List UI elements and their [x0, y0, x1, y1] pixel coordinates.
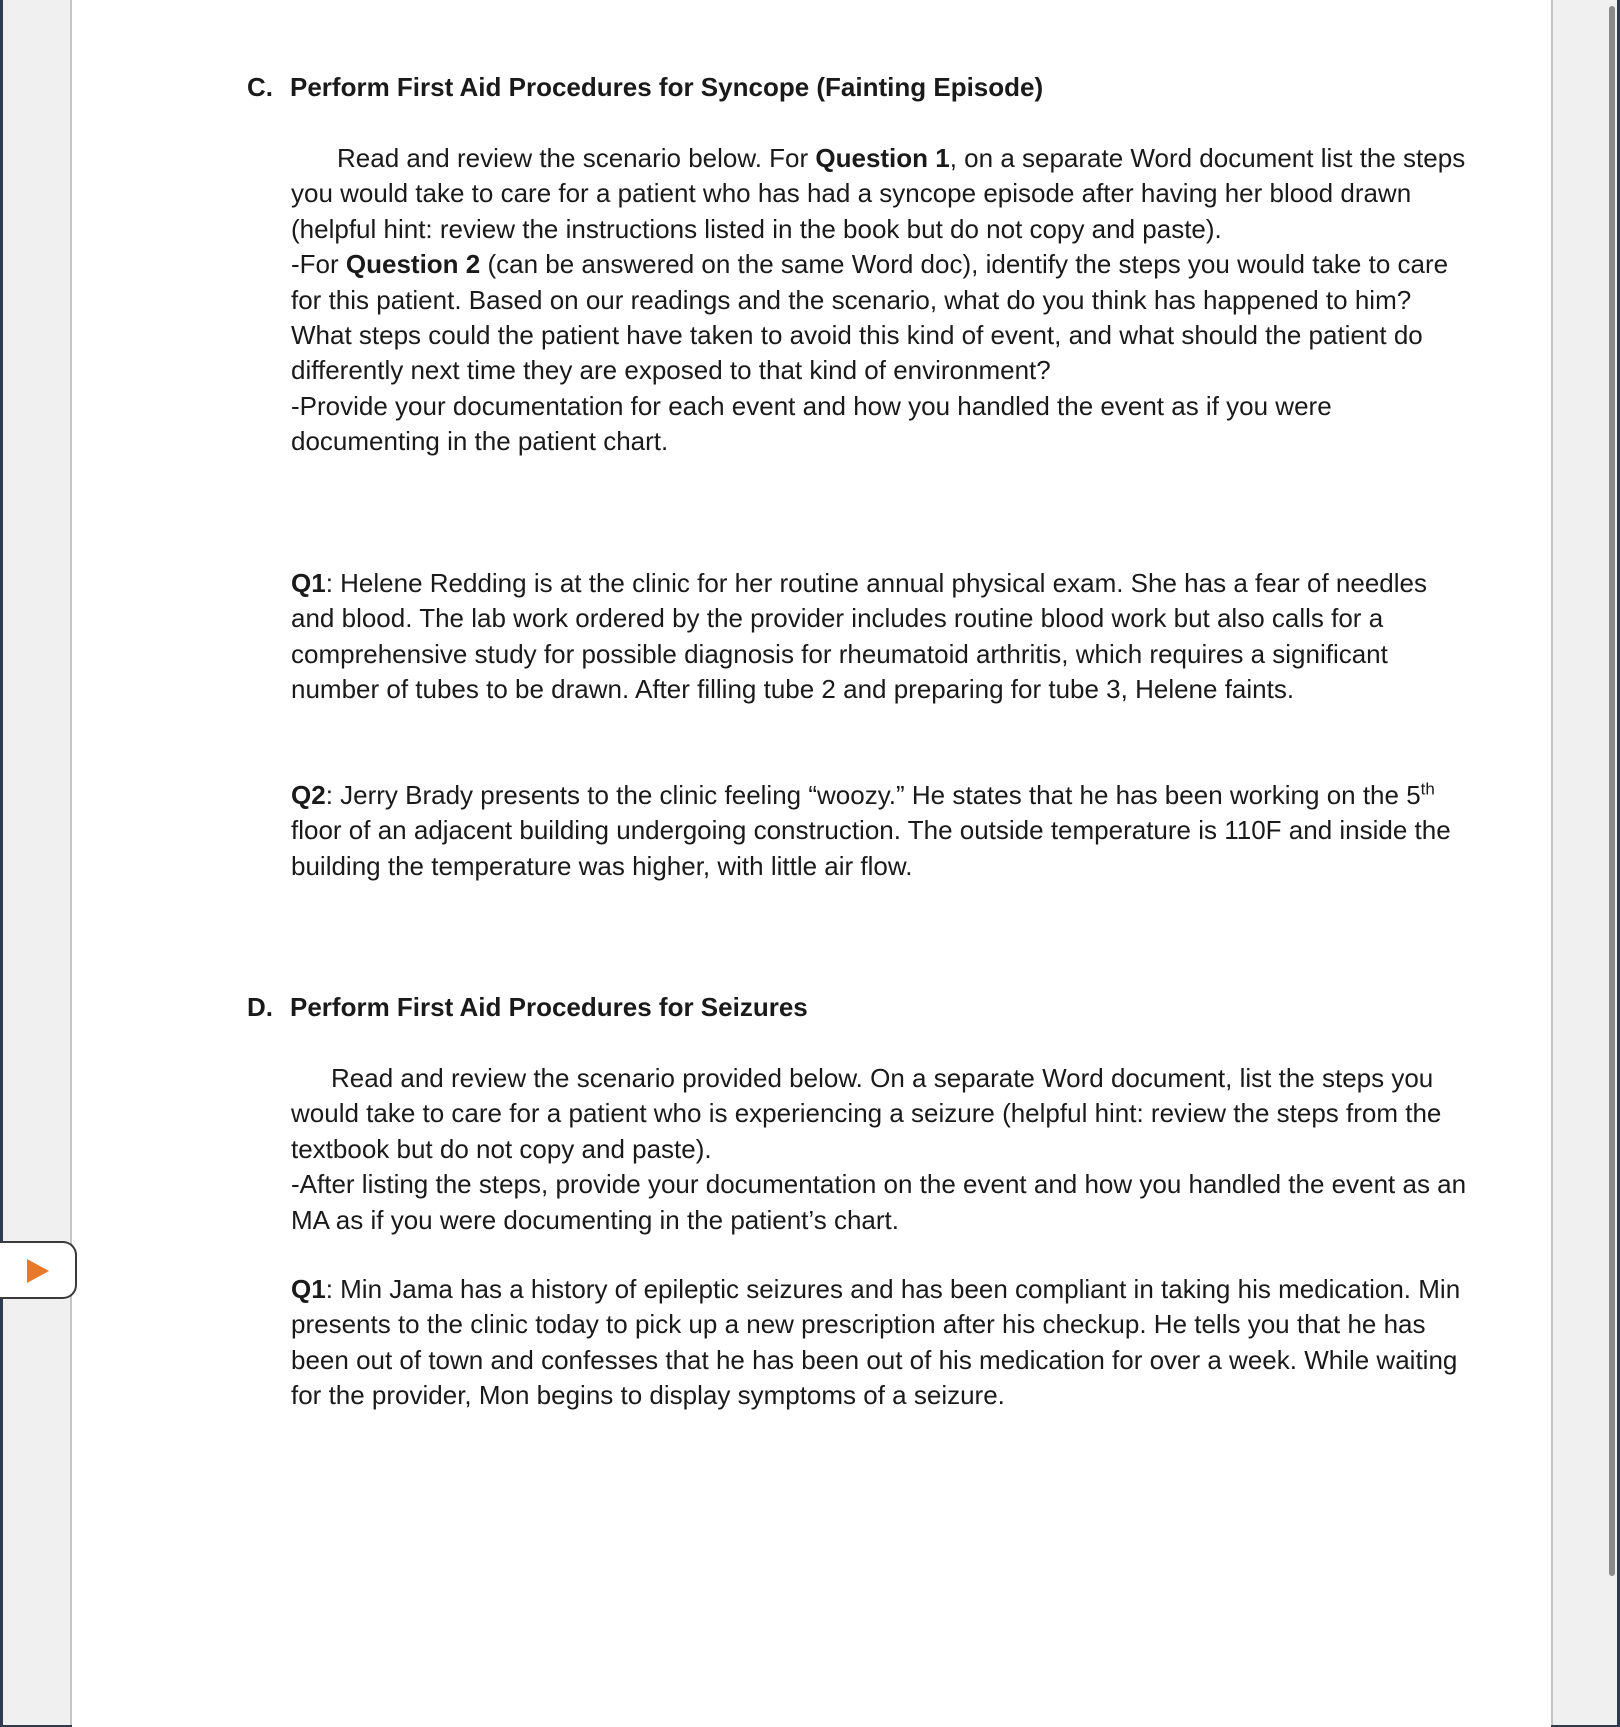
- section-c-q2-label: Q2: [291, 780, 326, 810]
- section-c-q1-label: Q1: [291, 568, 326, 598]
- section-c-q2-scenario: [291, 778, 1471, 884]
- question-2-label: Question 2: [345, 249, 481, 280]
- section-c-documentation-instruction: -Provide your documentation for each event and how you handled the event as if you were documenting in the patient chart.: [291, 390, 1332, 457]
- vertical-scrollbar[interactable]: [1609, 6, 1615, 1576]
- section-d-instructions: [291, 1061, 1471, 1238]
- section-c-q1-scenario: [291, 566, 1471, 708]
- section-c-q2-instr-text-b: (can be answered on the same Word doc), identify the steps you would take to care for this patient. Based on our readings and the scenario, what do you think has happened to him? What steps could the patient have taken to avoid this kind of event, and what should the patient do differently next time they are exposed to that kind of environment?: [291, 249, 1449, 386]
- section-c-intro-text-a: Read and review the scenario below. For: [337, 143, 816, 173]
- section-c-intro-paragraph: [291, 141, 1471, 247]
- section-c-instructions: [291, 141, 1471, 460]
- left-gutter: [0, 0, 72, 1727]
- sidebar-toggle-button[interactable]: [0, 1241, 77, 1299]
- play-arrow-icon: [27, 1259, 49, 1283]
- section-c-q1-text: : Helene Redding is at the clinic for her routine annual physical exam. She has a fear of needles and blood. The lab work ordered by the provider includes routine blood work but also calls for a comprehensive study for possible diagnosis for rheumatoid arthritis, which requires a significant number of tubes to be drawn. After filling tube 2 and preparing for tube 3, Helene faints.: [291, 568, 1428, 705]
- section-d-title: Perform First Aid Procedures for Seizures: [290, 992, 808, 1022]
- section-c-question-2-instruction: [291, 247, 1471, 389]
- document-page: [72, 0, 1551, 1727]
- section-d-heading: [247, 992, 808, 1023]
- section-c-q2-text-b: floor of an adjacent building undergoing construction. The outside temperature is 110F and inside the building the temperature was higher, with little air flow.: [291, 815, 1451, 881]
- question-1-label: Question 1: [815, 143, 950, 173]
- section-c-heading: [247, 72, 1043, 103]
- window-left-edge: [0, 0, 3, 1727]
- ordinal-superscript: th: [1420, 779, 1435, 799]
- section-d-letter: D.: [247, 992, 273, 1022]
- section-d-q1-scenario: [291, 1272, 1471, 1414]
- section-c-title: Perform First Aid Procedures for Syncope (Fainting Episode): [290, 72, 1044, 102]
- section-c-intro-text-b: , on a separate Word document list the steps you would take to care for a patient who has had a syncope episode after having her blood drawn (helpful hint: review the instructions listed in the book but do not copy and paste).: [291, 143, 1466, 244]
- section-d-q1-text: : Min Jama has a history of epileptic seizures and has been compliant in taking his medication. Min presents to the clinic today to pick up a new prescription after his checkup. He tells you that he has been out of town and confesses that he has been out of his medication for over a week. While waiting for the provider, Mon begins to display symptoms of a seizure.: [291, 1274, 1461, 1411]
- section-d-q1-label: Q1: [291, 1274, 326, 1304]
- section-c-letter: C.: [247, 72, 273, 102]
- section-c-q2-text-a: : Jerry Brady presents to the clinic feeling “woozy.” He states that he has been working on the 5: [325, 780, 1421, 810]
- section-c-q2-instr-text-a: -For: [291, 249, 346, 280]
- section-d-documentation-instruction: -After listing the steps, provide your documentation on the event and how you handled the event as an MA as if you were documenting in the patient’s chart.: [291, 1169, 1467, 1235]
- section-d-intro-paragraph: Read and review the scenario provided below. On a separate Word document, list the steps you would take to care for a patient who is experiencing a seizure (helpful hint: review the steps from the textbook but do not copy and paste).: [291, 1063, 1442, 1164]
